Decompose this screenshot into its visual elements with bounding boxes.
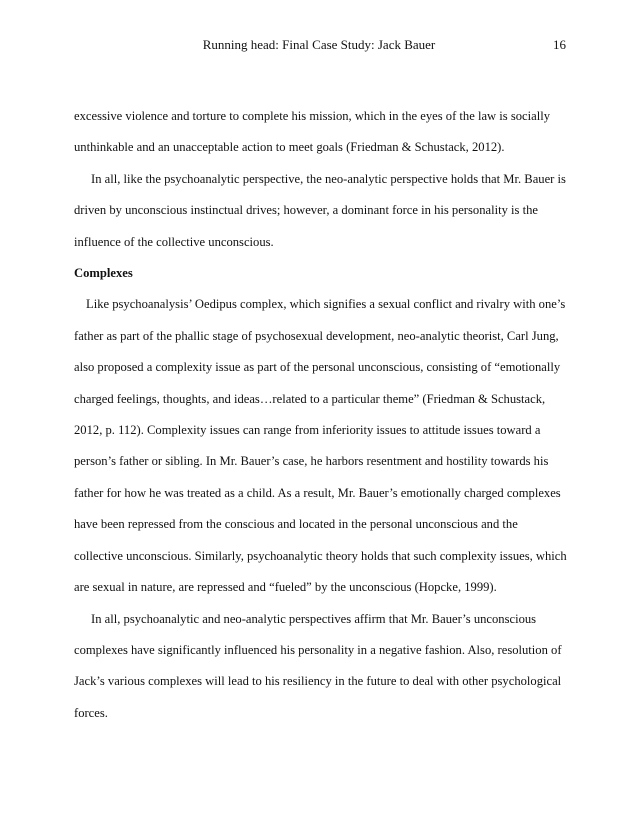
section-heading-complexes: Complexes bbox=[74, 266, 133, 281]
running-head: Running head: Final Case Study: Jack Bauer bbox=[202, 37, 436, 52]
paragraph-2: In all, like the psychoanalytic perspective, the neo-analytic perspective holds that Mr. Bauer is driven by unconscious instinctual drives; however, a dominant force in his personality is the influence of the collective unconscious. bbox=[74, 171, 566, 249]
page-header bbox=[0, 35, 638, 55]
document-body bbox=[74, 101, 567, 729]
paragraph-4: In all, psychoanalytic and neo-analytic perspectives affirm that Mr. Bauer’s unconscious complexes have significantly influenced his personality in a negative fashion. Also, resolution of Jack’s various complexes will lead to his resiliency in the future to deal with other psychological forces. bbox=[74, 611, 562, 720]
paragraph-3: Like psychoanalysis’ Oedipus complex, which signifies a sexual conflict and rivalry with one’s father as part of the phallic stage of psychosexual development, neo-analytic theorist, Carl Jung, also proposed a complexity issue as part of the personal unconscious, consisting of “emotionally charged feelings, thoughts, and ideas…related to a particular theme” (Friedman & Schustack, 2012, p. 112). Complexity issues can range from inferiority issues to attitude issues toward a person’s father or sibling. In Mr. Bauer’s case, he harbors resentment and hostility towards his father for how he was treated as a child. As a result, Mr. Bauer’s emotionally charged complexes have been repressed from the conscious and located in the personal unconscious and the collective unconscious. Similarly, psychoanalytic theory holds that such complexity issues, which are sexual in nature, are repressed and “fueled” by the unconscious (Hopcke, 1999). bbox=[74, 297, 567, 595]
page-number: 16 bbox=[553, 37, 566, 52]
paragraph-1: excessive violence and torture to complete his mission, which in the eyes of the law is socially unthinkable and an unacceptable action to meet goals (Friedman & Schustack, 2012). bbox=[74, 109, 550, 155]
